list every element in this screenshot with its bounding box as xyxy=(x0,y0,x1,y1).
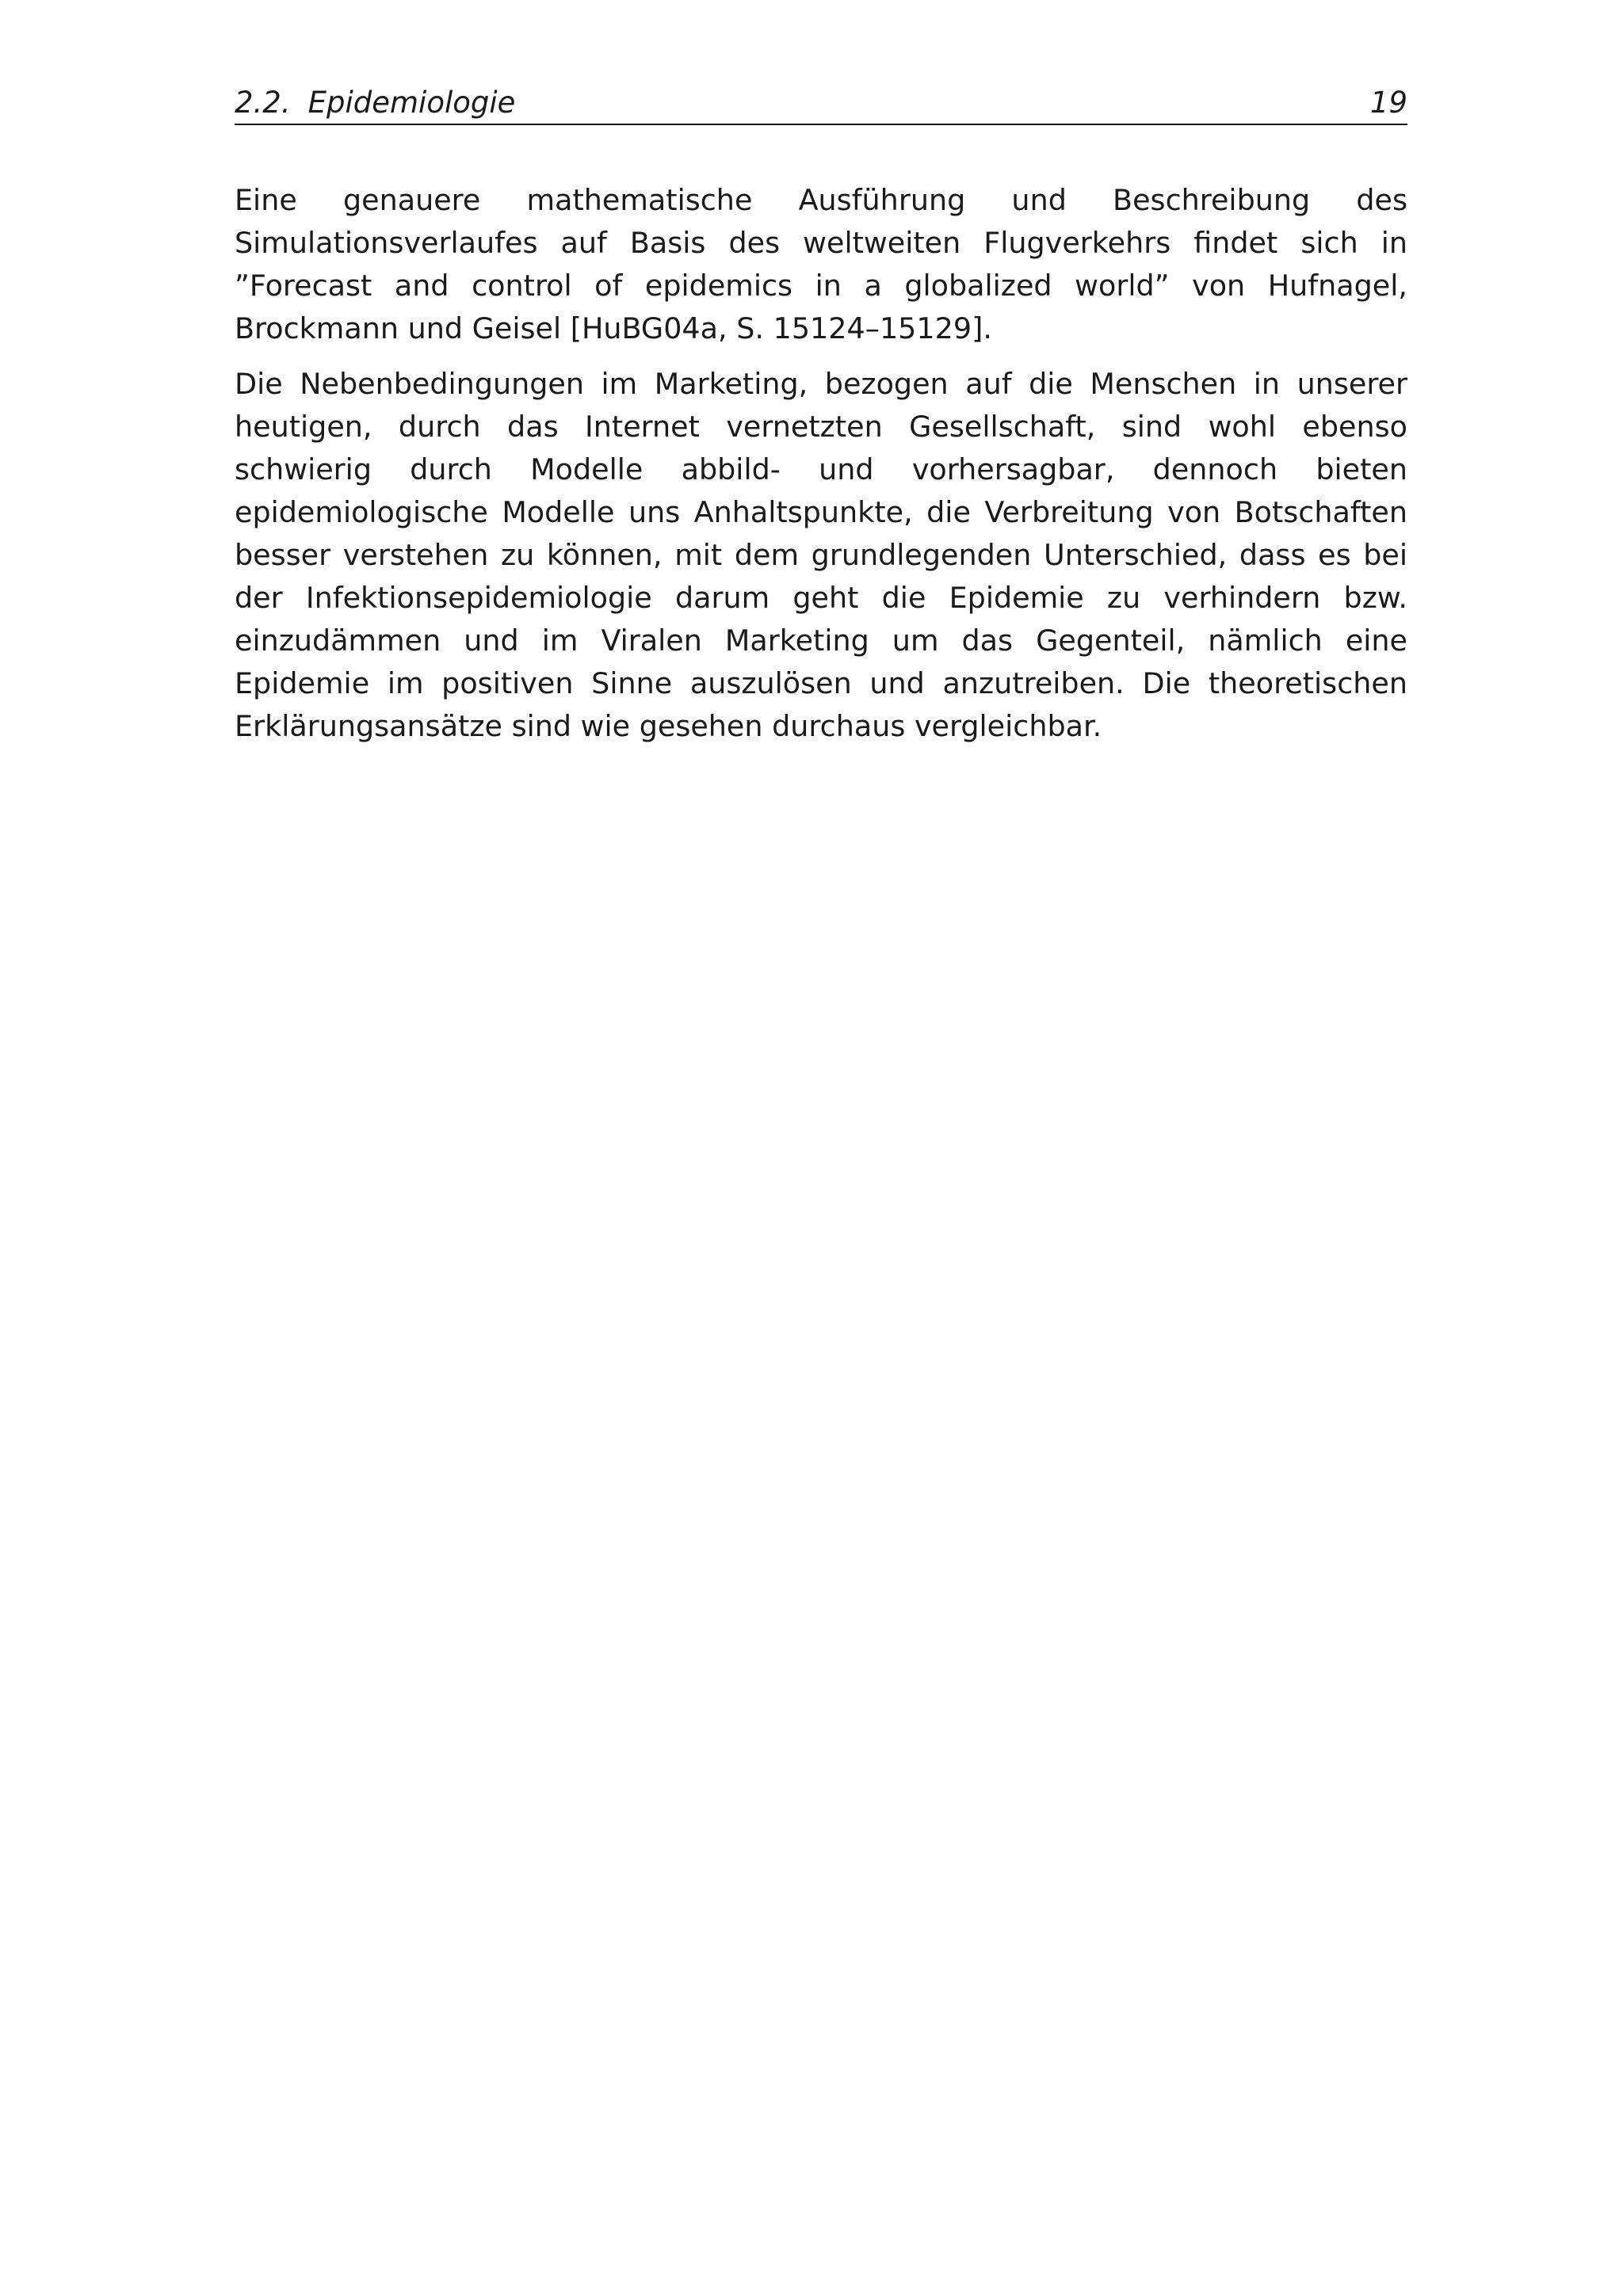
paragraph-citation: Eine genauere mathematische Ausführung und Beschreibung des Simulationsverlaufes auf Basis des weltweiten Flugverkehrs findet sich in ”Forecast and control of epidemics in a globalized world” von Hufnagel, Brockmann und Geisel [HuBG04a, S. 15124–15129]. xyxy=(235,183,1407,345)
running-header xyxy=(235,82,1407,125)
section-heading xyxy=(235,82,515,124)
body-text xyxy=(235,179,1407,761)
section-title: Epidemiologie xyxy=(307,86,516,120)
section-number: 2.2. xyxy=(235,86,291,120)
paragraph-marketing: Die Nebenbedingungen im Marketing, bezogen auf die Menschen in unserer heutigen, durch das Internet vernetzten Gesellschaft, sind wohl ebenso schwierig durch Modelle abbild- und vorhersagbar, dennoch bieten epidemiologische Modelle uns Anhaltspunkte, die Verbreitung von Botschaften besser verstehen zu können, mit dem grundlegenden Unterschied, dass es bei der Infektionsepidemiologie darum geht die Epidemie zu verhindern bzw. einzudämmen und im Viralen Marketing um das Gegenteil, nämlich eine Epidemie im positiven Sinne auszulösen und anzutreiben. Die theoretischen Erklärungsansätze sind wie gesehen durchaus vergleichbar. xyxy=(235,367,1407,743)
page-number: 19 xyxy=(1369,86,1407,120)
